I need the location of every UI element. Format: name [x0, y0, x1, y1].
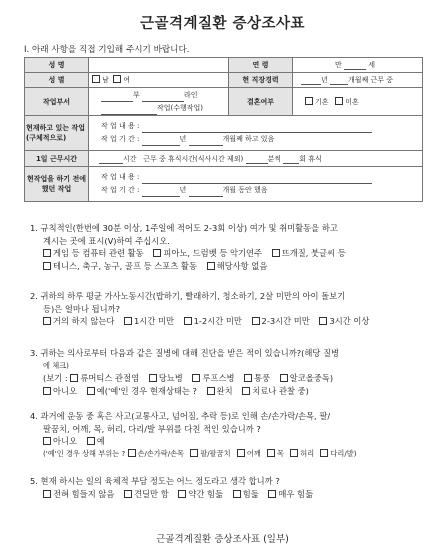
q3-text-2: 에 체크) — [43, 360, 69, 370]
q5-option-1: 전혀 힘들지 않음 — [53, 488, 115, 499]
q1-option-2: 피아노, 드럼벳 등 악기연주 — [163, 248, 263, 258]
q4-no-checkbox[interactable] — [43, 437, 51, 445]
q2-option-1-checkbox[interactable] — [43, 317, 51, 325]
q3-status-1-checkbox[interactable] — [207, 387, 215, 395]
prev-content-blank[interactable] — [142, 175, 372, 184]
married-yes-text: 기혼 — [315, 97, 329, 106]
current-period-rest: 개월째 하고 있음 — [222, 135, 275, 143]
dept-bu-text: 부 — [133, 90, 140, 99]
q5-option-2: 견딜만 함 — [134, 488, 169, 499]
rest-min-blank[interactable] — [246, 155, 268, 164]
q3-text-1: 3. 귀하는 의사로부터 다음과 같은 질병에 대해 진단을 받은 적이 있습니까?(해당 질병 — [30, 348, 340, 358]
q2-option-5: 3시간 이상 — [329, 316, 370, 326]
question-2 — [30, 290, 425, 328]
rest-times-blank[interactable] — [283, 155, 299, 164]
q3-example-label: (보기 : — [43, 373, 68, 383]
q3-disease-4-checkbox[interactable] — [244, 374, 252, 382]
career-field — [293, 73, 423, 88]
dept-field — [89, 88, 229, 116]
q3-disease-5: 알코올중독) — [289, 373, 334, 383]
prev-year-blank[interactable] — [142, 188, 180, 197]
q3-status-2-checkbox[interactable] — [242, 387, 250, 395]
dept-line-text: 라인 — [184, 90, 198, 99]
q2-option-3: 1-2시간 미만 — [193, 316, 242, 326]
q4-part-4-checkbox[interactable] — [267, 449, 275, 457]
current-year-blank[interactable] — [142, 137, 180, 146]
q1-option-3-checkbox[interactable] — [272, 249, 280, 257]
q4-part-1: 손/손가락/손목 — [137, 448, 185, 458]
document-title: 근골격계질환 증상조사표 — [139, 16, 306, 32]
q4-part-5: 허리 — [300, 448, 315, 458]
q3-disease-3: 루프스병 — [202, 373, 235, 383]
q2-option-4-checkbox[interactable] — [252, 317, 260, 325]
q5-option-3: 약간 힘듦 — [188, 488, 224, 499]
q4-no: 아니오 — [53, 436, 78, 446]
q3-disease-2-checkbox[interactable] — [149, 374, 157, 382]
q4-part-6: 다리/발) — [330, 448, 357, 458]
dept-label: 작업부서 — [25, 88, 89, 116]
q1-option-4: 테니스, 축구, 농구, 골프 등 스포츠 활동 — [53, 260, 197, 271]
rest-min-text: 분씩 — [267, 154, 282, 163]
q1-option-5-checkbox[interactable] — [207, 262, 215, 270]
q2-option-3-checkbox[interactable] — [184, 317, 192, 325]
q4-part-5-checkbox[interactable] — [290, 449, 298, 457]
intro-text: I. 아래 사항을 직접 기입해 주시기 바랍니다. — [24, 45, 190, 55]
career-month-text: 개월째 근무 중 — [348, 76, 394, 84]
q4-part-3-checkbox[interactable] — [237, 449, 245, 457]
q3-yes: 예('예'인 경우 현재상태는 ? — [96, 385, 197, 396]
q5-option-4-checkbox[interactable] — [233, 490, 241, 498]
prev-content-label: 작 업 내 용 : — [101, 173, 140, 181]
hours-field — [89, 151, 423, 167]
q1-option-3: 뜨개질, 붓글씨 등 — [281, 248, 346, 258]
career-label: 현 직장경력 — [229, 73, 293, 88]
married-no-text: 미혼 — [345, 97, 359, 106]
name-label: 성 명 — [25, 58, 89, 73]
q2-option-5-checkbox[interactable] — [319, 317, 327, 325]
current-content-label: 작 업 내 용 : — [101, 122, 140, 130]
female-text: 여 — [123, 76, 130, 84]
gender-field — [89, 73, 229, 88]
prev-period-label: 작 업 기 간 : — [101, 186, 140, 194]
q3-status-2: 치료나 관찰 중) — [252, 385, 309, 396]
personal-info-table — [24, 57, 423, 202]
q5-option-1-checkbox[interactable] — [43, 490, 51, 498]
q2-option-4: 2-3시간 미만 — [261, 316, 310, 326]
q1-option-2-checkbox[interactable] — [153, 249, 161, 257]
married-label: 결혼여부 — [229, 88, 293, 116]
hours-rest-text: 근무 중 휴식시간(식사시간 제외) — [143, 154, 244, 163]
male-checkbox[interactable] — [92, 75, 100, 83]
dept-bu-blank[interactable] — [101, 93, 133, 102]
q3-no-checkbox[interactable] — [43, 387, 51, 395]
career-month-blank[interactable] — [330, 76, 348, 85]
career-year-text: 년 — [321, 76, 328, 84]
q2-text-2: 등)은 얼마나 됩니까? — [43, 303, 121, 314]
q3-disease-1-checkbox[interactable] — [70, 374, 78, 382]
married-field — [293, 88, 423, 116]
prev-month-blank[interactable] — [189, 188, 223, 197]
q1-text-1: 1. 규칙적인(한번에 30분 이상, 1주일에 적어도 2-3회 이상) 여가 및 취미활동을 하고 — [30, 223, 338, 233]
q4-text-2: 팔꿈치, 어깨, 목, 허리, 다리/발 부위를 다친 적인 있습니까 ? — [43, 423, 261, 434]
q4-part-6-checkbox[interactable] — [320, 449, 328, 457]
q1-text-2: 계시는 곳에 표시(V)하여 주십시오. — [43, 235, 170, 246]
q5-option-5-checkbox[interactable] — [268, 490, 276, 498]
current-month-blank[interactable] — [189, 137, 223, 146]
prev-year-text: 년 — [179, 186, 187, 194]
career-year-blank[interactable] — [301, 76, 321, 85]
age-blank[interactable] — [344, 61, 366, 70]
q3-no: 아니오 — [53, 385, 78, 396]
q3-disease-4: 통풍 — [254, 373, 271, 383]
prev-period-rest: 개월 동안 했음 — [222, 186, 268, 194]
q3-status-1: 완치 — [216, 385, 233, 396]
q3-disease-1: 류머티스 관절염 — [80, 373, 140, 383]
question-1 — [30, 222, 425, 272]
current-content-blank[interactable] — [142, 124, 372, 133]
dept-line-blank[interactable] — [142, 93, 184, 102]
q1-option-1: 게임 등 컴퓨터 관련 활동 — [53, 248, 144, 258]
q5-option-4: 힘듦 — [242, 488, 259, 499]
q4-yes: 예 — [96, 436, 105, 446]
married-yes-checkbox[interactable] — [305, 97, 313, 105]
q3-yes-checkbox[interactable] — [87, 387, 95, 395]
q4-part-1-checkbox[interactable] — [128, 449, 136, 457]
gender-label: 성 별 — [25, 73, 89, 88]
hours-label: 1일 근무시간 — [25, 151, 89, 167]
q4-part-3: 어깨 — [246, 448, 261, 458]
q4-part-2-checkbox[interactable] — [190, 449, 198, 457]
q2-option-1: 거의 하지 않는다 — [53, 316, 115, 326]
current-work-label: 현재하고 있는 작업(구체적으로) — [25, 116, 89, 151]
q1-option-4-checkbox[interactable] — [43, 262, 51, 270]
footer-caption: 근골격계질환 증상조사표 (일부) — [156, 534, 289, 545]
q2-text-1: 2. 귀하의 하루 평균 가사노동시간(밥하기, 빨래하기, 청소하기, 2살 미만의 아이 돌보기 — [30, 291, 346, 301]
q1-option-5: 해당사항 없음 — [216, 260, 268, 271]
rest-times-text: 회 휴식 — [299, 154, 322, 163]
name-field[interactable] — [89, 58, 229, 73]
question-5 — [30, 475, 425, 500]
q5-option-2-checkbox[interactable] — [124, 490, 132, 498]
q4-part-4: 목 — [277, 448, 284, 458]
q5-option-5: 매우 힘듦 — [278, 488, 314, 499]
prev-work-label: 현작업을 하기 전에 했던 작업 — [25, 167, 89, 202]
q5-option-3-checkbox[interactable] — [178, 490, 186, 498]
q4-text-1: 4. 과거에 운동 중 혹은 사고(교통사고, 넘어짐, 추락 등)로 인해 손/손가락/손목, 팔/ — [30, 411, 331, 421]
age-unit: 세 — [368, 61, 375, 69]
hours-blank[interactable] — [99, 155, 123, 164]
question-4 — [30, 410, 425, 460]
q3-disease-5-checkbox[interactable] — [280, 374, 288, 382]
prev-work-field — [89, 167, 423, 202]
dept-task-text: 작업(수행작업) — [157, 103, 204, 112]
q4-sub-text: ('예'인 경우 상해 부위는 ? — [43, 448, 126, 458]
q4-part-2: 팔/팔꿈치 — [200, 448, 231, 458]
q2-option-2: 1시간 미만 — [134, 316, 175, 326]
q3-disease-3-checkbox[interactable] — [192, 374, 200, 382]
q2-option-2-checkbox[interactable] — [124, 317, 132, 325]
q3-disease-2: 당뇨병 — [158, 373, 183, 383]
current-period-label: 작 업 기 간 : — [101, 135, 140, 143]
dept-task-blank[interactable] — [101, 106, 157, 115]
age-label: 연 령 — [229, 58, 293, 73]
age-prefix: 만 — [335, 61, 342, 69]
q5-text-1: 5. 현재 하시는 일의 육체적 부담 정도는 어느 정도라고 생각 합니까 ? — [30, 476, 280, 486]
q1-option-1-checkbox[interactable] — [43, 249, 51, 257]
age-field[interactable] — [293, 58, 423, 73]
female-checkbox[interactable] — [113, 75, 121, 83]
male-text: 남 — [102, 76, 109, 84]
current-year-text: 년 — [179, 135, 187, 143]
q4-yes-checkbox[interactable] — [87, 437, 95, 445]
current-work-field — [89, 116, 423, 151]
question-3 — [30, 347, 425, 397]
married-no-checkbox[interactable] — [335, 97, 343, 105]
hours-text: 시간 — [123, 154, 137, 163]
